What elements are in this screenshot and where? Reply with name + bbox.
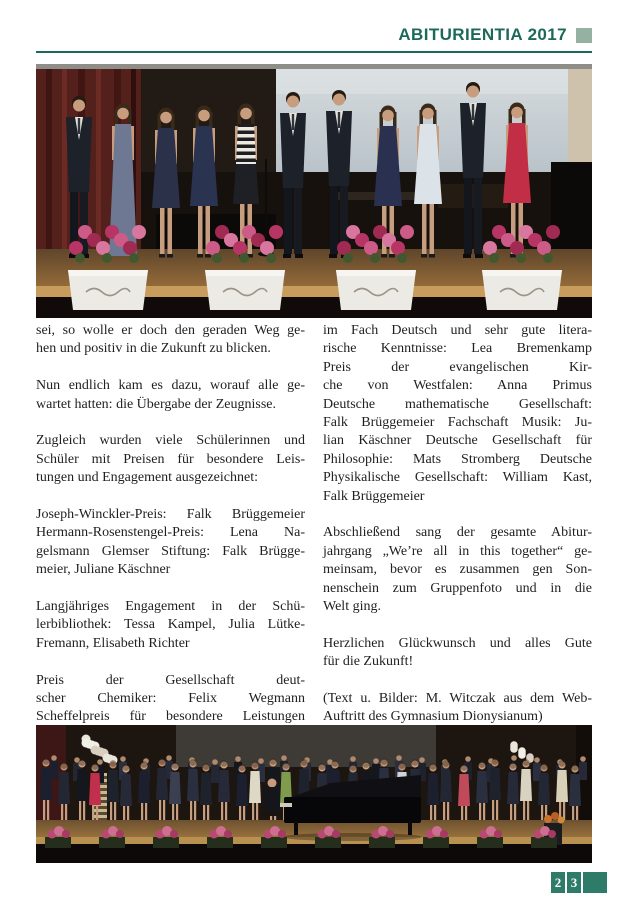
- text-line: meinsam, bevor es zusammen gen Son-: [323, 562, 592, 578]
- text-line: Preis der Gesellschaft deut-: [36, 672, 305, 688]
- paragraph: [36, 432, 305, 487]
- text-line: gelsmann Glemser Stiftung: Falk Brügge-: [36, 543, 305, 559]
- text-line: Langjähriges Engagement in der Schü-: [36, 599, 305, 615]
- text-line: Welt ging.: [323, 599, 381, 615]
- paragraph: [36, 506, 305, 580]
- text-line: Deutsche mathematische Gesellschaft:: [323, 396, 592, 412]
- article-column-left: [36, 322, 305, 727]
- text-line: Falk Brüggemeier Fachschaft Musik: Ju-: [323, 415, 592, 431]
- page-number-left: 2: [551, 872, 565, 893]
- text-line: Fremann, Elisabeth Richter: [36, 635, 190, 651]
- text-line: für die Zukunft!: [323, 654, 414, 670]
- text-line: scher Chemiker: Felix Wegmann: [36, 691, 305, 707]
- paragraph: [36, 322, 305, 359]
- text-line: Nun endlich kam es dazu, worauf alle ge-: [36, 378, 305, 394]
- text-line: Auftritt des Gymnasium Dionysianum): [323, 709, 543, 725]
- page-footer: [551, 872, 607, 893]
- text-line: im Fach Deutsch und sehr gute litera-: [323, 323, 592, 338]
- text-line: Abschließend sang der gesamte Abitur-: [323, 525, 592, 541]
- top-photo-illustration: [36, 64, 592, 318]
- paragraph: [36, 672, 305, 727]
- bottom-photo-class-choir: [36, 725, 592, 863]
- text-line: sei, so wolle er doch den geraden Weg ge-: [36, 323, 305, 338]
- page-title: ABITURIENTIA 2017: [398, 25, 567, 44]
- text-line: meier, Juliane Käschner: [36, 562, 171, 578]
- paragraph: [323, 635, 592, 672]
- text-line: Scheffelpreis für besondere Leistungen: [36, 709, 305, 725]
- top-photo-graduates-on-stage: [36, 64, 592, 318]
- text-line: Falk Brüggemeier: [323, 488, 425, 504]
- article-column-right: [323, 322, 592, 727]
- text-line: Schüler mit Preisen für besondere Leis-: [36, 451, 305, 467]
- text-line: rische Kenntnisse: Lea Bremenkamp: [323, 341, 592, 357]
- paragraph: [323, 690, 592, 727]
- text-line: jahrgang „We’re all in this together“ ge-: [323, 543, 592, 559]
- text-line: hen und positiv in die Zukunft zu blicken.: [36, 341, 271, 357]
- text-line: (Text u. Bilder: M. Witczak aus dem Web-: [323, 691, 592, 707]
- text-line: Herzlichen Glückwunsch und alles Gute: [323, 635, 592, 651]
- header-divider: [36, 51, 592, 53]
- footer-accent-box: [583, 872, 607, 893]
- paragraph: [323, 524, 592, 616]
- page-number-right: 3: [567, 872, 581, 893]
- text-line: Preis der evangelischen Kir-: [323, 359, 592, 375]
- text-line: lian Käschner Deutsche Gesellschaft für: [323, 433, 592, 449]
- text-line: lerbibliothek: Tessa Kampel, Julia Lütke-: [36, 617, 305, 633]
- text-line: wartet hatten: die Übergabe der Zeugnisse.: [36, 396, 276, 412]
- text-line: Hermann-Rosenstengel-Preis: Lena Na-: [36, 525, 305, 541]
- paragraph: [323, 322, 592, 506]
- page-header: [36, 24, 592, 46]
- text-line: Philosophie: Mats Stromberg Deutsche: [323, 451, 592, 467]
- text-line: Joseph-Winckler-Preis: Falk Brüggemeier: [36, 507, 305, 523]
- header-accent-square: [576, 28, 592, 43]
- text-line: Physikalische Gesellschaft: William Kast,: [323, 470, 592, 486]
- text-line: nenschein zum Gruppenfoto und in die: [323, 580, 592, 596]
- text-line: che von Westfalen: Anna Primus: [323, 378, 592, 394]
- bottom-photo-illustration: [36, 725, 592, 863]
- paragraph: [36, 377, 305, 414]
- text-line: tungen und Engagement ausgezeichnet:: [36, 470, 258, 486]
- paragraph: [36, 598, 305, 653]
- text-line: Zugleich wurden viele Schülerinnen und: [36, 433, 305, 449]
